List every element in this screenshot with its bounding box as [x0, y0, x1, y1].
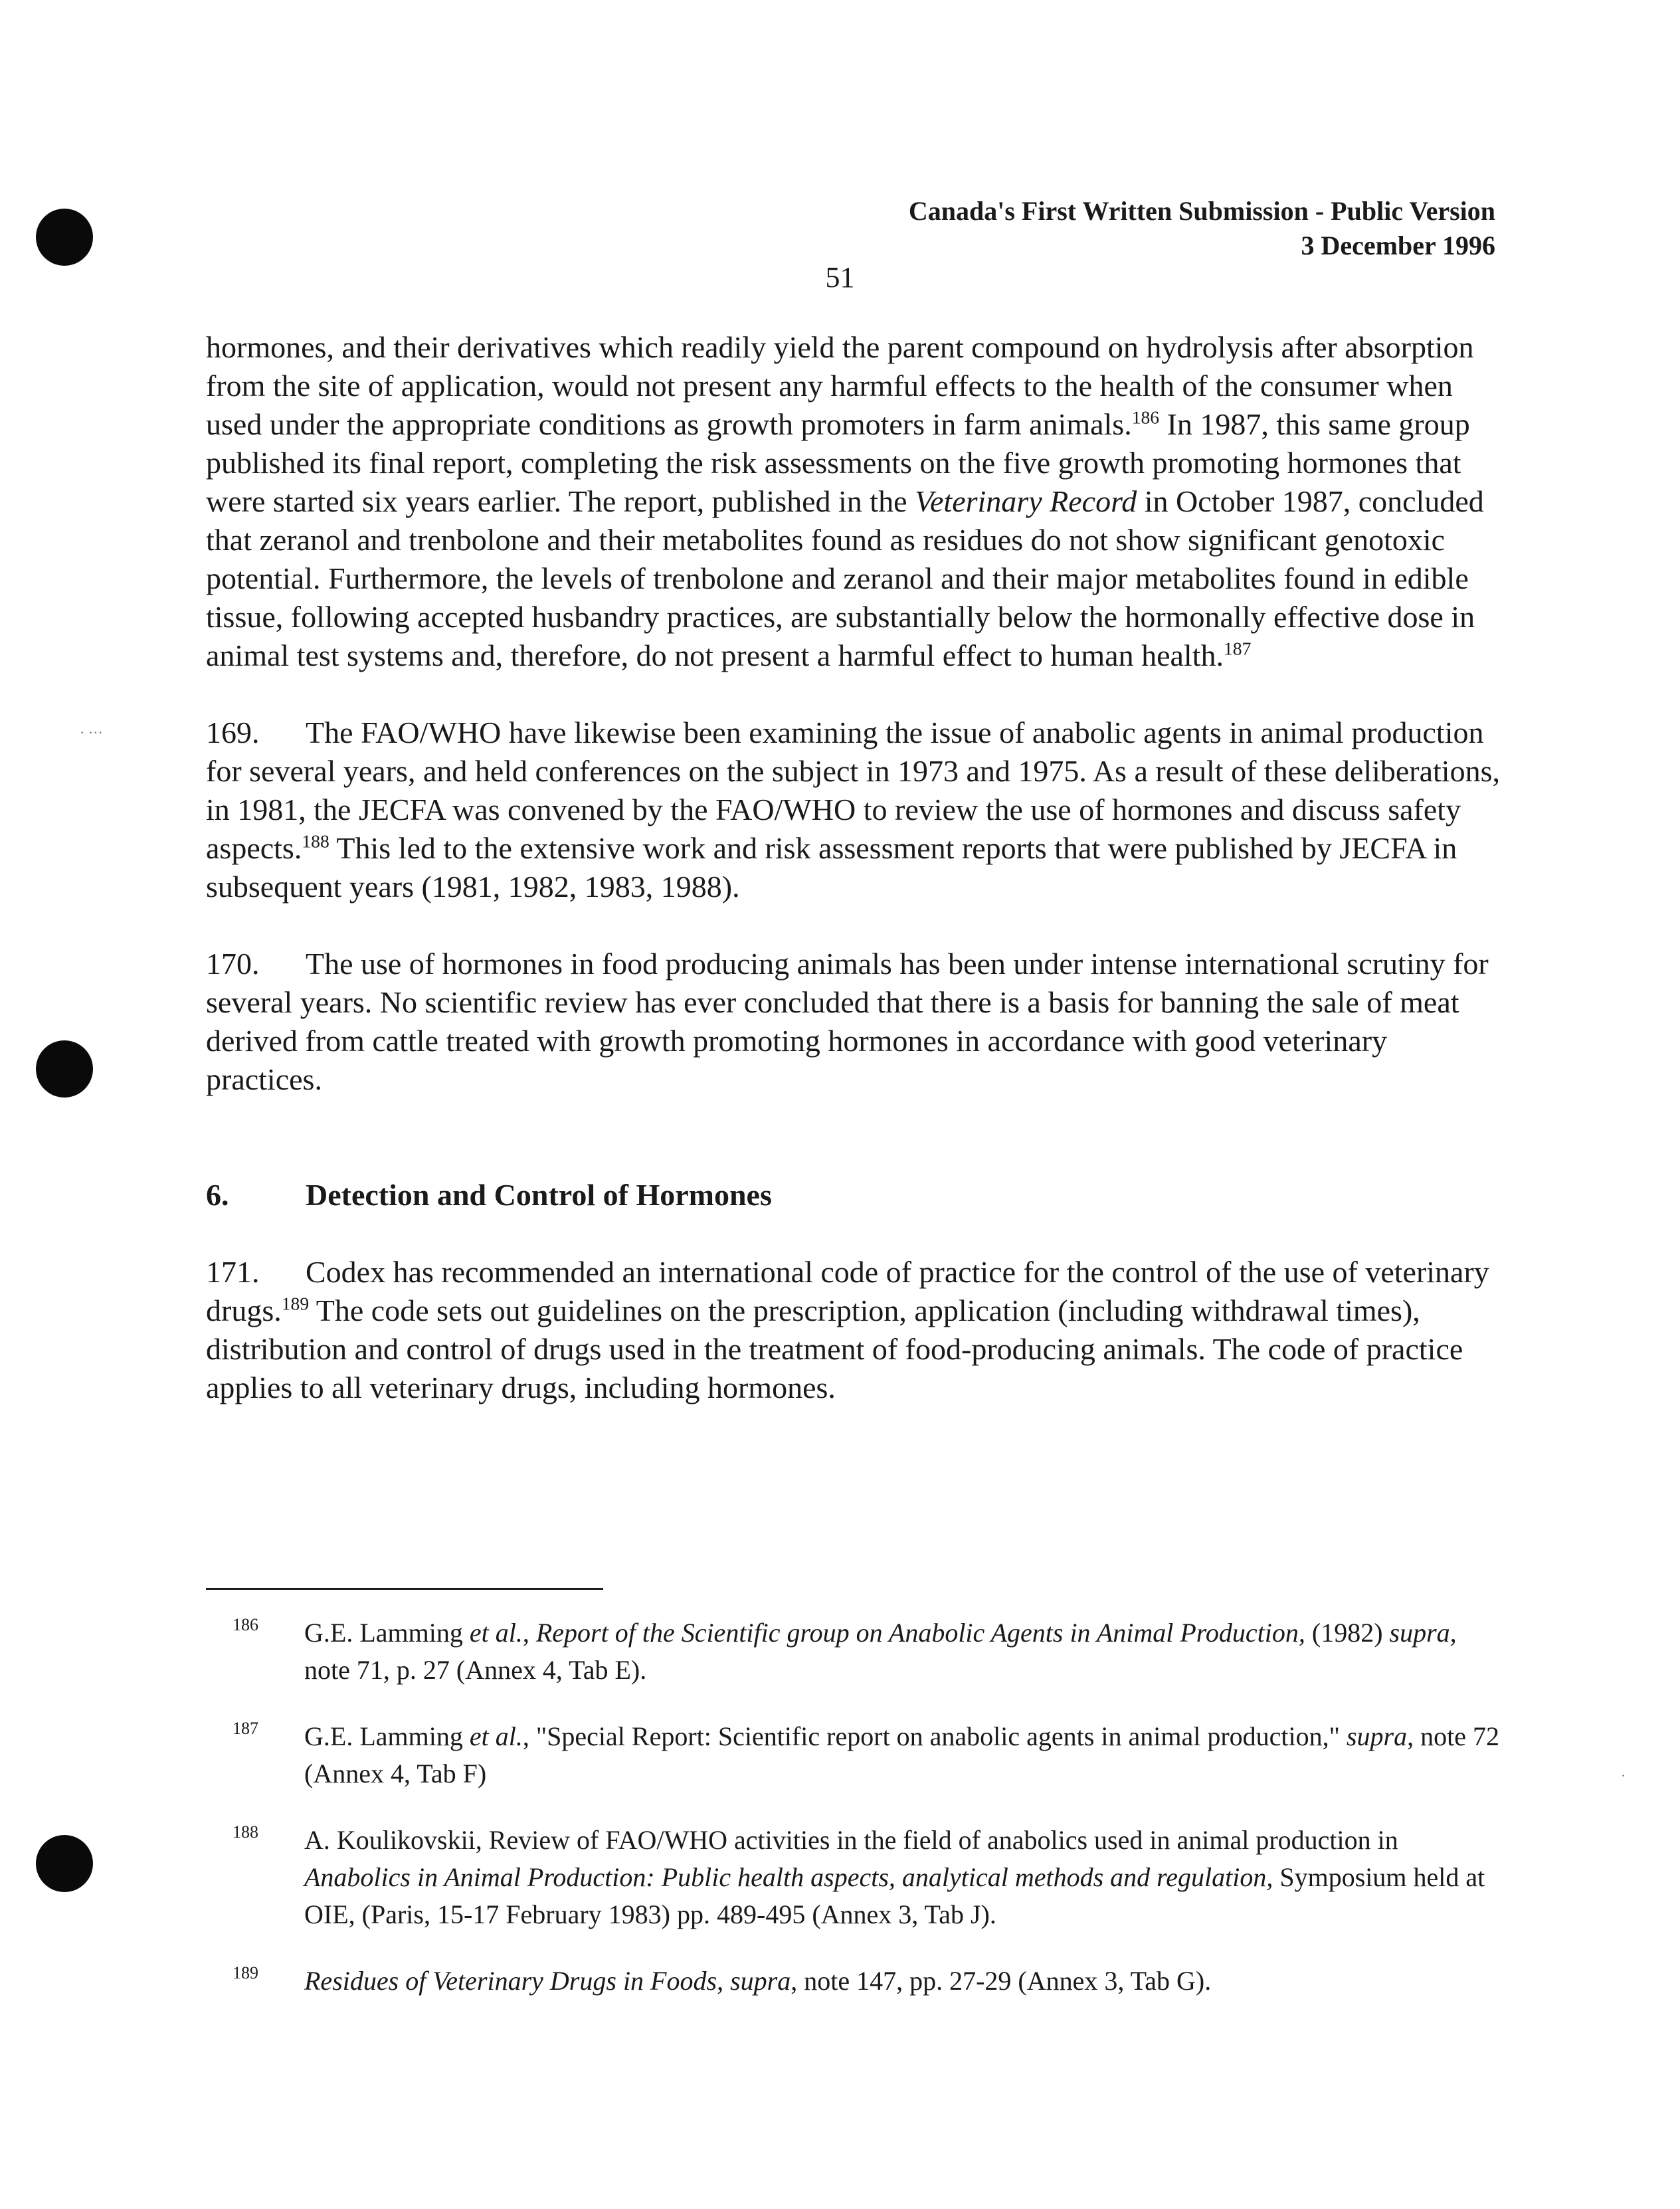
- footnotes: [206, 1614, 1501, 2029]
- footnote-188: 188 A. Koulikovskii, Review of FAO/WHO activities in the field of anabolics used in animal production in Anabolics in Animal Production: Public health aspects, analytical methods and regulation, Symposium held at OIE, (Paris, 15-17 February 1983) pp. 489-495 (Annex 3, Tab J).: [206, 1822, 1501, 1933]
- journal-title: Veterinary Record: [915, 484, 1137, 518]
- footnote-number: 189: [233, 1963, 258, 1982]
- paragraph-169: 169. The FAO/WHO have likewise been examining the issue of anabolic agents in animal production for several years, and held conferences on the subject in 1973 and 1975. As a result of these deliberations, in 1981, the JECFA was convened by the FAO/WHO to review the use of hormones and discuss safety aspects.$^{188}$ This led to the extensive work and risk assessment reports that were published by JECFA in subsequent years (1981, 1982, 1983, 1988).: [206, 714, 1501, 906]
- footnote-ref: 187: [1224, 638, 1252, 659]
- paragraph-number: 169.: [206, 716, 260, 749]
- punch-hole-top: [36, 209, 93, 266]
- page-number: 51: [825, 261, 855, 294]
- footnote-ref: 189: [281, 1293, 310, 1314]
- section-number: 6.: [206, 1178, 229, 1212]
- footnote-ref: 186: [1131, 407, 1160, 428]
- section-heading: [206, 1176, 1501, 1214]
- paragraph-171: 171. Codex has recommended an international code of practice for the control of the use of veterinary drugs.$^{189}$ The code sets out guidelines on the prescription, application (including withdrawal times), distribution and control of drugs used in the treatment of food-producing animals. The code of practice applies to all veterinary drugs, including hormones.: [206, 1253, 1501, 1407]
- footnote-number: 187: [233, 1719, 258, 1738]
- header-date: 3 December 1996: [1301, 231, 1495, 260]
- scan-speck: · ···: [80, 724, 103, 741]
- footnote-189: 189 Residues of Veterinary Drugs in Foods, supra, note 147, pp. 27-29 (Annex 3, Tab G).: [206, 1963, 1501, 2000]
- footnote-separator: [206, 1588, 603, 1590]
- paragraph-continued: hormones, and their derivatives which readily yield the parent compound on hydrolysis after absorption from the site of application, would not present any harmful effects to the health of the consumer when used under the appropriate conditions as growth promoters in farm animals.$^{186}$ In 1987, this same group published its final report, completing the risk assessments on the five growth promoting hormones that were started six years earlier. The report, published in the Veterinary Record in October 1987, concluded that zeranol and trenbolone and their metabolites found as residues do not show significant genotoxic potential. Furthermore, the levels of trenbolone and zeranol and their major metabolites found in edible tissue, following accepted husbandry practices, are substantially below the hormonally effective dose in animal test systems and, therefore, do not present a harmful effect to human health.$^{187}$: [206, 330, 1484, 672]
- punch-hole-bottom: [36, 1835, 93, 1892]
- footnote-number: 188: [233, 1822, 258, 1842]
- paragraph-number: 171.: [206, 1255, 260, 1289]
- footnote-number: 186: [233, 1615, 258, 1634]
- paragraph-number: 170.: [206, 947, 260, 981]
- section-title: Detection and Control of Hormones: [306, 1178, 772, 1212]
- footnote-186: 186 G.E. Lamming et al., Report of the Scientific group on Anabolic Agents in Animal Production, (1982) supra, note 71, p. 27 (Annex 4, Tab E).: [206, 1614, 1501, 1689]
- document-header: [909, 194, 1495, 263]
- main-body: [206, 328, 1501, 1446]
- footnote-ref: 188: [302, 830, 329, 852]
- footnote-187: 187 G.E. Lamming et al., "Special Report: Scientific report on anabolic agents in animal production," supra, note 72 (Annex 4, Tab F): [206, 1718, 1501, 1792]
- paragraph-170: 170. The use of hormones in food producing animals has been under intense international scrutiny for several years. No scientific review has ever concluded that there is a basis for banning the sale of meat derived from cattle treated with growth promoting hormones in accordance with good veterinary practices.: [206, 945, 1501, 1099]
- header-title: Canada's First Written Submission - Public Version: [908, 196, 1495, 226]
- punch-hole-middle: [36, 1040, 93, 1098]
- scan-speck: ·: [1621, 1767, 1626, 1784]
